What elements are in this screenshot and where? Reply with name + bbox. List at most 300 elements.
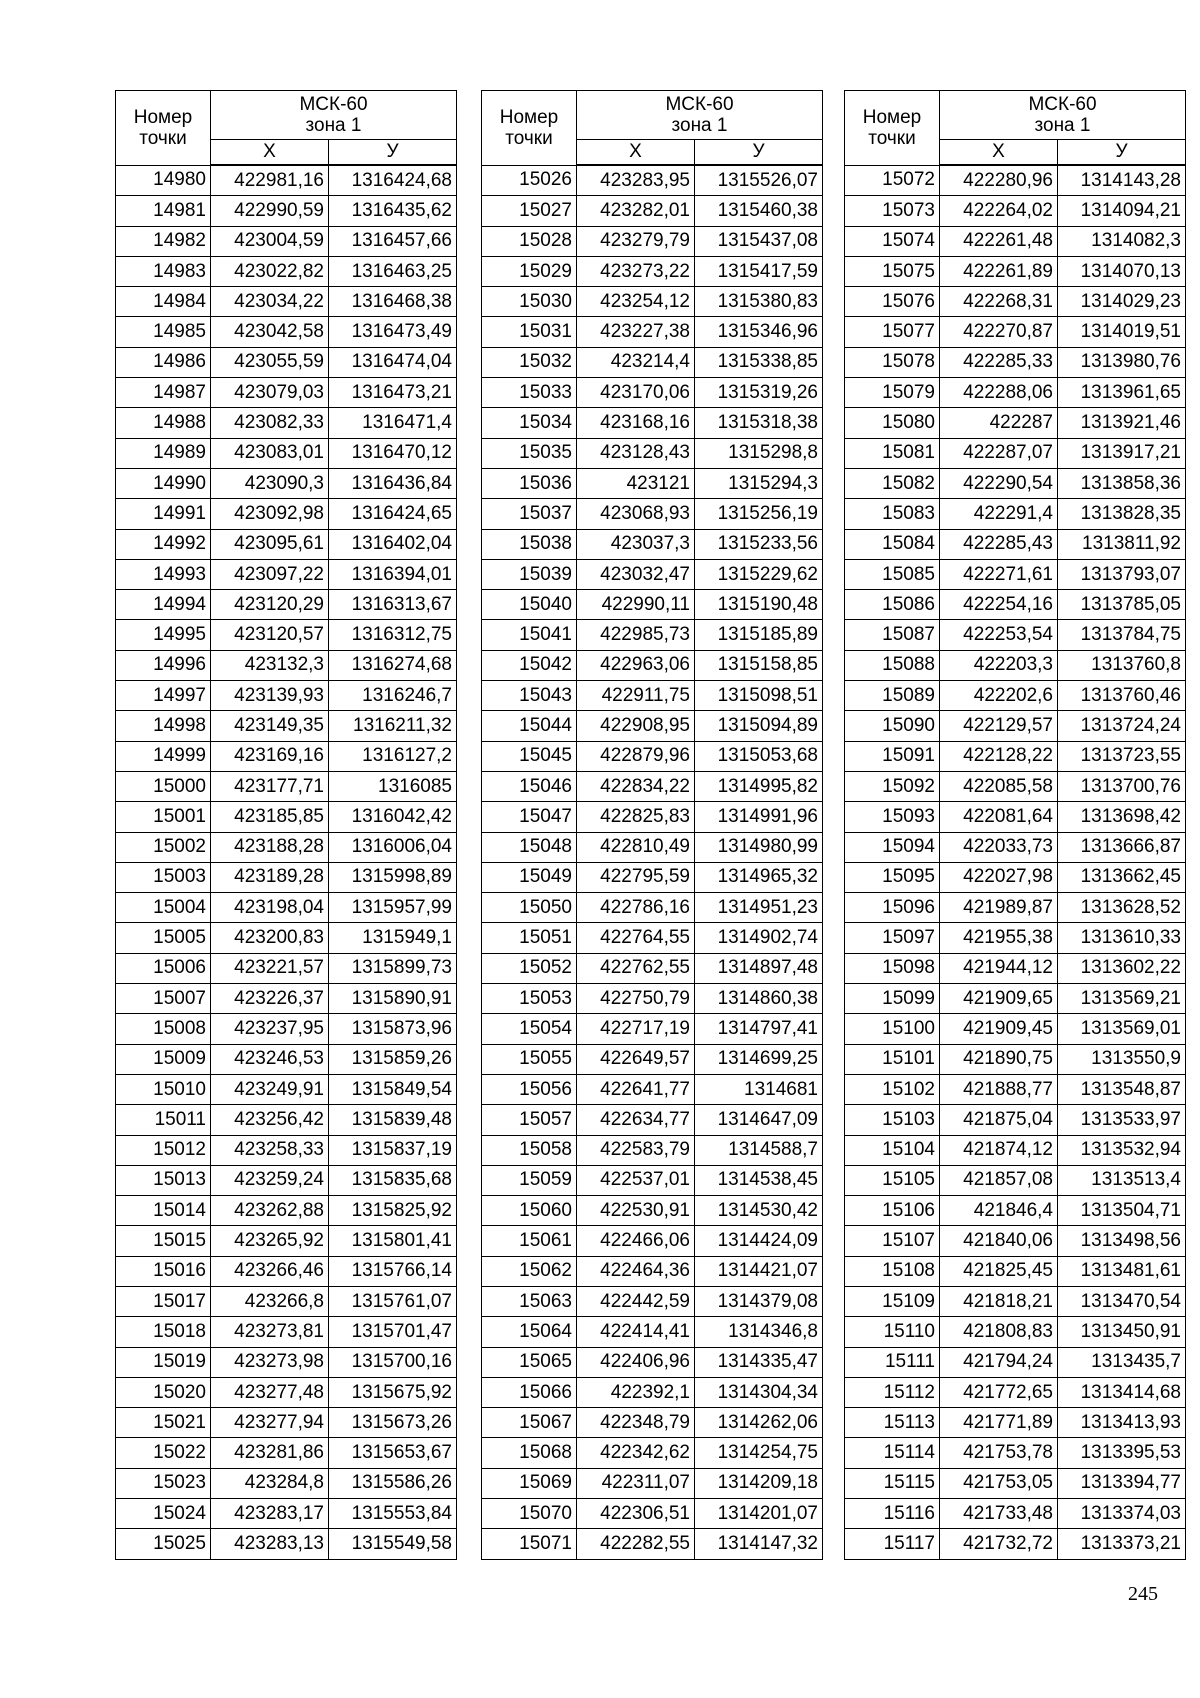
x-coordinate-cell: 422129,57 — [940, 711, 1058, 741]
y-coordinate-cell: 1315553,84 — [329, 1499, 457, 1529]
point-number-cell: 15114 — [845, 1438, 940, 1468]
point-number-cell: 15058 — [482, 1135, 577, 1165]
table-row — [482, 1014, 823, 1044]
x-coordinate-cell: 422264,02 — [940, 196, 1058, 226]
x-coordinate-cell: 422287,07 — [940, 438, 1058, 468]
table-row — [845, 317, 1186, 347]
x-coordinate-cell: 422583,79 — [577, 1135, 695, 1165]
y-coordinate-cell: 1313760,46 — [1058, 681, 1186, 711]
point-number-cell: 15041 — [482, 620, 577, 650]
table-row — [845, 226, 1186, 256]
point-number-cell: 15056 — [482, 1074, 577, 1104]
table-row — [116, 165, 457, 196]
point-number-cell: 15111 — [845, 1347, 940, 1377]
point-number-cell: 15042 — [482, 650, 577, 680]
x-coordinate-cell: 421909,45 — [940, 1014, 1058, 1044]
point-number-cell: 15022 — [116, 1438, 211, 1468]
y-coordinate-cell: 1313961,65 — [1058, 378, 1186, 408]
x-coordinate-cell: 421840,06 — [940, 1226, 1058, 1256]
y-coordinate-cell: 1314029,23 — [1058, 287, 1186, 317]
point-number-cell: 15070 — [482, 1499, 577, 1529]
point-number-cell: 15012 — [116, 1135, 211, 1165]
point-number-cell: 15102 — [845, 1074, 940, 1104]
x-coordinate-cell: 421818,21 — [940, 1286, 1058, 1316]
x-coordinate-cell: 422085,58 — [940, 771, 1058, 801]
point-number-cell: 14989 — [116, 438, 211, 468]
x-coordinate-cell: 421944,12 — [940, 953, 1058, 983]
x-coordinate-cell: 422414,41 — [577, 1317, 695, 1347]
point-number-cell: 15021 — [116, 1408, 211, 1438]
point-number-cell: 15109 — [845, 1286, 940, 1316]
y-coordinate-cell: 1314860,38 — [695, 984, 823, 1014]
point-number-cell: 15067 — [482, 1408, 577, 1438]
point-header-line2: точки — [505, 127, 553, 149]
x-coordinate-cell: 423189,28 — [211, 862, 329, 892]
point-number-cell: 15113 — [845, 1408, 940, 1438]
point-number-cell: 15040 — [482, 590, 577, 620]
table-row — [845, 893, 1186, 923]
table-row — [845, 1196, 1186, 1226]
point-number-cell: 15092 — [845, 771, 940, 801]
point-number-cell: 14992 — [116, 529, 211, 559]
table-row — [482, 984, 823, 1014]
table-row — [116, 378, 457, 408]
y-coordinate-cell: 1316006,04 — [329, 832, 457, 862]
point-number-header — [116, 91, 211, 166]
y-coordinate-cell: 1316402,04 — [329, 529, 457, 559]
point-number-header — [482, 91, 577, 166]
table-row — [116, 681, 457, 711]
y-coordinate-cell: 1314143,28 — [1058, 165, 1186, 196]
y-coordinate-cell: 1313481,61 — [1058, 1256, 1186, 1286]
y-coordinate-cell: 1316474,04 — [329, 347, 457, 377]
x-coordinate-cell: 423266,46 — [211, 1256, 329, 1286]
x-coordinate-cell: 423256,42 — [211, 1105, 329, 1135]
x-coordinate-cell: 422911,75 — [577, 681, 695, 711]
y-coordinate-cell: 1313980,76 — [1058, 347, 1186, 377]
y-coordinate-cell: 1315700,16 — [329, 1347, 457, 1377]
y-coordinate-cell: 1313373,21 — [1058, 1529, 1186, 1559]
y-coordinate-cell: 1313470,54 — [1058, 1286, 1186, 1316]
y-coordinate-cell: 1316127,2 — [329, 741, 457, 771]
table-row — [482, 650, 823, 680]
x-coordinate-cell: 421808,83 — [940, 1317, 1058, 1347]
table-row — [482, 165, 823, 196]
table-row — [116, 711, 457, 741]
table-row — [116, 1499, 457, 1529]
point-number-cell: 15117 — [845, 1529, 940, 1559]
x-coordinate-cell: 422202,6 — [940, 681, 1058, 711]
table-row — [845, 347, 1186, 377]
table-row — [116, 1196, 457, 1226]
table-row — [482, 347, 823, 377]
x-coordinate-cell: 423170,06 — [577, 378, 695, 408]
point-number-cell: 15100 — [845, 1014, 940, 1044]
table-row — [845, 681, 1186, 711]
y-coordinate-cell: 1313858,36 — [1058, 468, 1186, 498]
y-coordinate-cell: 1313413,93 — [1058, 1408, 1186, 1438]
point-number-cell: 14990 — [116, 468, 211, 498]
table-row — [845, 1135, 1186, 1165]
point-number-cell: 14986 — [116, 347, 211, 377]
y-coordinate-cell: 1316473,49 — [329, 317, 457, 347]
point-number-cell: 15028 — [482, 226, 577, 256]
point-number-cell: 15093 — [845, 802, 940, 832]
point-number-cell: 15095 — [845, 862, 940, 892]
y-coordinate-cell: 1314647,09 — [695, 1105, 823, 1135]
table-row — [482, 711, 823, 741]
coordinate-system-header — [577, 91, 823, 140]
point-number-cell: 15101 — [845, 1044, 940, 1074]
y-coordinate-cell: 1313374,03 — [1058, 1499, 1186, 1529]
point-number-cell: 15034 — [482, 408, 577, 438]
x-coordinate-cell: 423128,43 — [577, 438, 695, 468]
y-coordinate-cell: 1313548,87 — [1058, 1074, 1186, 1104]
x-coordinate-cell: 423097,22 — [211, 559, 329, 589]
table-row — [845, 1529, 1186, 1559]
x-coordinate-cell: 423120,29 — [211, 590, 329, 620]
point-number-cell: 15047 — [482, 802, 577, 832]
y-coordinate-cell: 1313723,55 — [1058, 741, 1186, 771]
y-coordinate-cell: 1313450,91 — [1058, 1317, 1186, 1347]
y-coordinate-cell: 1316313,67 — [329, 590, 457, 620]
point-number-cell: 15096 — [845, 893, 940, 923]
y-coordinate-cell: 1313917,21 — [1058, 438, 1186, 468]
y-coordinate-cell: 1316424,65 — [329, 499, 457, 529]
table-row — [116, 408, 457, 438]
x-coordinate-cell: 423273,98 — [211, 1347, 329, 1377]
x-coordinate-cell: 422268,31 — [940, 287, 1058, 317]
point-number-cell: 15006 — [116, 953, 211, 983]
table-row — [116, 559, 457, 589]
point-number-cell: 15086 — [845, 590, 940, 620]
x-coordinate-cell: 422261,48 — [940, 226, 1058, 256]
y-coordinate-cell: 1315294,3 — [695, 468, 823, 498]
x-coordinate-cell: 423265,92 — [211, 1226, 329, 1256]
point-number-cell: 15071 — [482, 1529, 577, 1559]
y-coordinate-cell: 1313784,75 — [1058, 620, 1186, 650]
point-number-cell: 15104 — [845, 1135, 940, 1165]
table-row — [116, 1529, 457, 1559]
point-number-cell: 15078 — [845, 347, 940, 377]
x-coordinate-cell: 422291,4 — [940, 499, 1058, 529]
table-row — [845, 771, 1186, 801]
x-coordinate-cell: 423168,16 — [577, 408, 695, 438]
x-coordinate-cell: 421875,04 — [940, 1105, 1058, 1135]
x-coordinate-cell: 422810,49 — [577, 832, 695, 862]
table-row — [116, 1014, 457, 1044]
y-coordinate-cell: 1313569,21 — [1058, 984, 1186, 1014]
point-number-cell: 14995 — [116, 620, 211, 650]
x-coordinate-cell: 423246,53 — [211, 1044, 329, 1074]
point-number-cell: 14983 — [116, 256, 211, 286]
system-header-line1: МСК-60 — [299, 94, 368, 115]
point-number-cell: 15069 — [482, 1468, 577, 1498]
system-header-line2: зона 1 — [305, 115, 362, 136]
table-row — [116, 1105, 457, 1135]
table-row — [845, 1165, 1186, 1195]
x-coordinate-cell: 423082,33 — [211, 408, 329, 438]
point-number-cell: 15090 — [845, 711, 940, 741]
table-row — [482, 953, 823, 983]
y-coordinate-cell: 1314995,82 — [695, 771, 823, 801]
point-number-cell: 15066 — [482, 1377, 577, 1407]
table-row — [116, 196, 457, 226]
x-coordinate-cell: 422285,33 — [940, 347, 1058, 377]
table-row — [116, 226, 457, 256]
x-coordinate-cell: 423068,93 — [577, 499, 695, 529]
x-coordinate-cell: 421890,75 — [940, 1044, 1058, 1074]
x-coordinate-cell: 422795,59 — [577, 862, 695, 892]
table-row — [116, 953, 457, 983]
table-row — [482, 1105, 823, 1135]
point-number-cell: 15009 — [116, 1044, 211, 1074]
y-coordinate-cell: 1316424,68 — [329, 165, 457, 196]
table-row — [116, 832, 457, 862]
point-number-cell: 15085 — [845, 559, 940, 589]
coordinate-system-header — [940, 91, 1186, 140]
y-coordinate-cell: 1315873,96 — [329, 1014, 457, 1044]
point-number-cell: 15106 — [845, 1196, 940, 1226]
x-coordinate-cell: 423022,82 — [211, 256, 329, 286]
x-coordinate-cell: 423198,04 — [211, 893, 329, 923]
y-coordinate-cell: 1315839,48 — [329, 1105, 457, 1135]
y-coordinate-cell: 1316470,12 — [329, 438, 457, 468]
y-coordinate-cell: 1313724,24 — [1058, 711, 1186, 741]
x-coordinate-cell: 422464,36 — [577, 1256, 695, 1286]
point-number-cell: 15081 — [845, 438, 940, 468]
y-coordinate-cell: 1316211,32 — [329, 711, 457, 741]
x-coordinate-cell: 422442,59 — [577, 1286, 695, 1316]
y-coordinate-cell: 1313666,87 — [1058, 832, 1186, 862]
point-number-cell: 15082 — [845, 468, 940, 498]
x-coordinate-cell: 423277,48 — [211, 1377, 329, 1407]
table-row — [845, 256, 1186, 286]
system-header-line2: зона 1 — [671, 115, 728, 136]
table-row — [116, 620, 457, 650]
x-coordinate-cell: 423079,03 — [211, 378, 329, 408]
point-number-cell: 15084 — [845, 529, 940, 559]
x-coordinate-cell: 422634,77 — [577, 1105, 695, 1135]
point-number-cell: 14985 — [116, 317, 211, 347]
point-number-cell: 15014 — [116, 1196, 211, 1226]
y-coordinate-cell: 1314254,75 — [695, 1438, 823, 1468]
point-number-cell: 15048 — [482, 832, 577, 862]
x-column-header: Х — [577, 140, 695, 166]
point-number-header — [845, 91, 940, 166]
y-coordinate-cell: 1314530,42 — [695, 1196, 823, 1226]
table-row — [845, 1377, 1186, 1407]
x-coordinate-cell: 423037,3 — [577, 529, 695, 559]
point-number-cell: 15108 — [845, 1256, 940, 1286]
y-coordinate-cell: 1313414,68 — [1058, 1377, 1186, 1407]
table-row — [116, 1347, 457, 1377]
y-coordinate-cell: 1316312,75 — [329, 620, 457, 650]
x-column-header: Х — [211, 140, 329, 166]
point-number-cell: 15017 — [116, 1286, 211, 1316]
point-number-cell: 15105 — [845, 1165, 940, 1195]
table-row — [116, 1286, 457, 1316]
y-coordinate-cell: 1315949,1 — [329, 923, 457, 953]
y-coordinate-cell: 1316274,68 — [329, 650, 457, 680]
point-number-cell: 15032 — [482, 347, 577, 377]
point-number-cell: 15065 — [482, 1347, 577, 1377]
table-row — [845, 559, 1186, 589]
table-row — [482, 1499, 823, 1529]
y-coordinate-cell: 1314209,18 — [695, 1468, 823, 1498]
point-number-cell: 15097 — [845, 923, 940, 953]
coordinate-system-header — [211, 91, 457, 140]
x-coordinate-cell: 421989,87 — [940, 893, 1058, 923]
point-number-cell: 15002 — [116, 832, 211, 862]
y-coordinate-cell: 1315998,89 — [329, 862, 457, 892]
table-row — [116, 590, 457, 620]
y-coordinate-cell: 1314262,06 — [695, 1408, 823, 1438]
y-coordinate-cell: 1315835,68 — [329, 1165, 457, 1195]
x-coordinate-cell: 423237,95 — [211, 1014, 329, 1044]
table-row — [482, 862, 823, 892]
point-number-cell: 15044 — [482, 711, 577, 741]
point-number-cell: 15011 — [116, 1105, 211, 1135]
x-coordinate-cell: 422981,16 — [211, 165, 329, 196]
point-number-cell: 14998 — [116, 711, 211, 741]
y-coordinate-cell: 1313533,97 — [1058, 1105, 1186, 1135]
table-row — [482, 1408, 823, 1438]
table-row — [482, 771, 823, 801]
table-row — [482, 1347, 823, 1377]
point-number-cell: 14982 — [116, 226, 211, 256]
y-coordinate-cell: 1316457,66 — [329, 226, 457, 256]
x-coordinate-cell: 423258,33 — [211, 1135, 329, 1165]
y-coordinate-cell: 1315229,62 — [695, 559, 823, 589]
y-coordinate-cell: 1314980,99 — [695, 832, 823, 862]
table-row — [845, 1438, 1186, 1468]
table-row — [845, 1014, 1186, 1044]
y-coordinate-cell: 1313811,92 — [1058, 529, 1186, 559]
y-coordinate-cell: 1315319,26 — [695, 378, 823, 408]
x-coordinate-cell: 423092,98 — [211, 499, 329, 529]
x-coordinate-cell: 422530,91 — [577, 1196, 695, 1226]
point-number-cell: 15064 — [482, 1317, 577, 1347]
x-coordinate-cell: 423282,01 — [577, 196, 695, 226]
x-coordinate-cell: 422963,06 — [577, 650, 695, 680]
y-coordinate-cell: 1316246,7 — [329, 681, 457, 711]
x-coordinate-cell: 421825,45 — [940, 1256, 1058, 1286]
x-coordinate-cell: 423132,3 — [211, 650, 329, 680]
x-coordinate-cell: 423139,93 — [211, 681, 329, 711]
table-row — [116, 468, 457, 498]
point-number-cell: 15063 — [482, 1286, 577, 1316]
table-row — [482, 378, 823, 408]
y-coordinate-cell: 1313828,35 — [1058, 499, 1186, 529]
table-row — [482, 499, 823, 529]
point-number-cell: 15094 — [845, 832, 940, 862]
table-row — [116, 1074, 457, 1104]
x-coordinate-cell: 423249,91 — [211, 1074, 329, 1104]
y-coordinate-cell: 1315701,47 — [329, 1317, 457, 1347]
y-coordinate-cell: 1315801,41 — [329, 1226, 457, 1256]
x-coordinate-cell: 422990,11 — [577, 590, 695, 620]
point-number-cell: 15098 — [845, 953, 940, 983]
table-row — [845, 1317, 1186, 1347]
y-coordinate-cell: 1315899,73 — [329, 953, 457, 983]
x-coordinate-cell: 423121 — [577, 468, 695, 498]
y-coordinate-cell: 1313760,8 — [1058, 650, 1186, 680]
x-coordinate-cell: 423279,79 — [577, 226, 695, 256]
y-coordinate-cell: 1315837,19 — [329, 1135, 457, 1165]
point-number-cell: 15088 — [845, 650, 940, 680]
table-row — [482, 1226, 823, 1256]
table-row — [482, 1165, 823, 1195]
point-number-cell: 15010 — [116, 1074, 211, 1104]
y-coordinate-cell: 1316435,62 — [329, 196, 457, 226]
table-row — [482, 1377, 823, 1407]
x-coordinate-cell: 422254,16 — [940, 590, 1058, 620]
y-coordinate-cell: 1313498,56 — [1058, 1226, 1186, 1256]
x-coordinate-cell: 423149,35 — [211, 711, 329, 741]
point-number-cell: 15033 — [482, 378, 577, 408]
y-coordinate-cell: 1316436,84 — [329, 468, 457, 498]
x-coordinate-cell: 423083,01 — [211, 438, 329, 468]
point-header-line1: Номер — [499, 106, 559, 128]
y-coordinate-cell: 1314538,45 — [695, 1165, 823, 1195]
table-row — [116, 438, 457, 468]
y-coordinate-cell: 1314699,25 — [695, 1044, 823, 1074]
y-coordinate-cell: 1315766,14 — [329, 1256, 457, 1286]
table-row — [116, 923, 457, 953]
x-coordinate-cell: 421732,72 — [940, 1529, 1058, 1559]
x-coordinate-cell: 422285,43 — [940, 529, 1058, 559]
y-coordinate-cell: 1314421,07 — [695, 1256, 823, 1286]
point-number-cell: 15072 — [845, 165, 940, 196]
table-row — [116, 1408, 457, 1438]
point-number-cell: 14988 — [116, 408, 211, 438]
table-row — [116, 650, 457, 680]
x-coordinate-cell: 423004,59 — [211, 226, 329, 256]
table-row — [845, 165, 1186, 196]
point-number-cell: 15073 — [845, 196, 940, 226]
point-number-cell: 15116 — [845, 1499, 940, 1529]
x-coordinate-cell: 422879,96 — [577, 741, 695, 771]
y-coordinate-cell: 1313793,07 — [1058, 559, 1186, 589]
y-coordinate-cell: 1314379,08 — [695, 1286, 823, 1316]
point-number-cell: 15057 — [482, 1105, 577, 1135]
table-row — [116, 1256, 457, 1286]
table-row — [116, 1438, 457, 1468]
y-coordinate-cell: 1314346,8 — [695, 1317, 823, 1347]
table-row — [116, 347, 457, 377]
point-number-cell: 15099 — [845, 984, 940, 1014]
table-row — [482, 1317, 823, 1347]
point-number-cell: 15003 — [116, 862, 211, 892]
y-coordinate-cell: 1315233,56 — [695, 529, 823, 559]
point-number-cell: 15005 — [116, 923, 211, 953]
y-coordinate-cell: 1313513,4 — [1058, 1165, 1186, 1195]
y-coordinate-cell: 1315526,07 — [695, 165, 823, 196]
x-coordinate-cell: 422641,77 — [577, 1074, 695, 1104]
table-row — [845, 196, 1186, 226]
table-row — [116, 287, 457, 317]
table-row — [845, 378, 1186, 408]
x-coordinate-cell: 423188,28 — [211, 832, 329, 862]
x-coordinate-cell: 423283,17 — [211, 1499, 329, 1529]
y-coordinate-cell: 1316473,21 — [329, 378, 457, 408]
x-coordinate-cell: 421733,48 — [940, 1499, 1058, 1529]
x-coordinate-cell: 422306,51 — [577, 1499, 695, 1529]
y-coordinate-cell: 1316042,42 — [329, 802, 457, 832]
table-row — [845, 802, 1186, 832]
point-header-line1: Номер — [862, 106, 922, 128]
